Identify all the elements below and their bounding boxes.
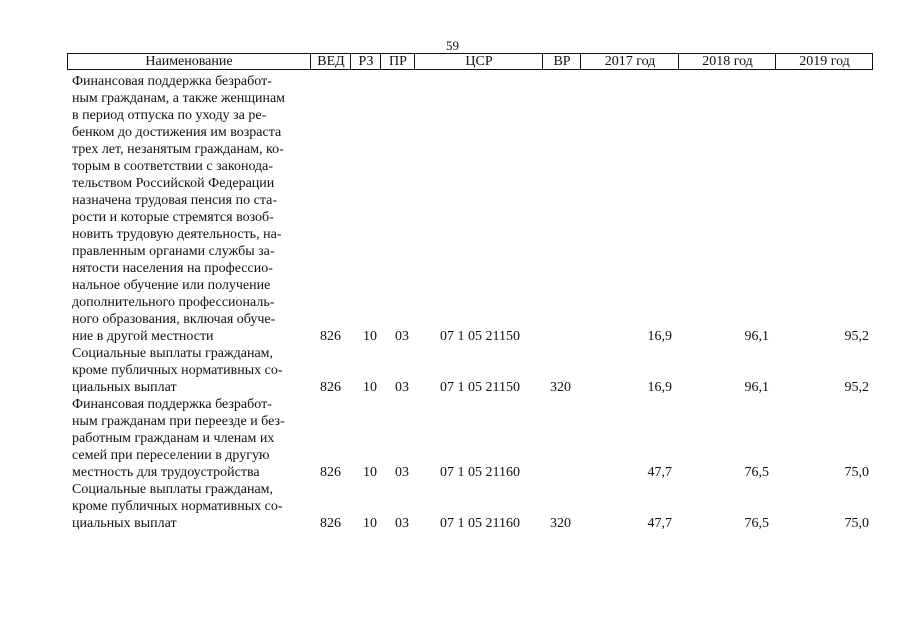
row-pr: 03: [395, 516, 409, 531]
row-csr: 07 1 05 21160: [440, 465, 520, 480]
row-name: Финансовая поддержка безработ- ным гражданам, а также женщинам в период отпуска по уходу за ре- бенком до достижения им возраста трех лет, незанятым гражданам, ко- торым в соответствии с законода- тельством Российской Федерации назначена трудовая пенсия по ста- рости и которые стремятся возоб- новить трудовую деятельность, на- правленным органами службы за- нятости населения на профессио- нальное обучение или получение дополнительного профессиональ- ного образования, включая обуче- ние в другой местности: [72, 74, 286, 344]
header-2017: 2017 год: [580, 54, 679, 69]
table-header: [67, 53, 873, 70]
row-vr: 320: [550, 516, 571, 531]
row-rz: 10: [363, 329, 377, 344]
row-2018: 96,1: [744, 329, 769, 344]
row-pr: 03: [395, 329, 409, 344]
row-pr: 03: [395, 465, 409, 480]
header-name: Наименование: [145, 54, 233, 69]
row-ved: 826: [320, 329, 341, 344]
row-2017: 16,9: [647, 329, 672, 344]
row-vr: 320: [550, 380, 571, 395]
row-2019: 75,0: [844, 516, 869, 531]
row-2017: 47,7: [647, 465, 672, 480]
row-ved: 826: [320, 465, 341, 480]
header-2018: 2018 год: [678, 54, 776, 69]
row-name: Социальные выплаты гражданам, кроме публичных нормативных со- циальных выплат: [72, 482, 283, 531]
row-2017: 47,7: [647, 516, 672, 531]
row-2019: 75,0: [844, 465, 869, 480]
row-csr: 07 1 05 21150: [440, 380, 520, 395]
header-vr: ВР: [542, 54, 581, 69]
row-rz: 10: [363, 516, 377, 531]
row-csr: 07 1 05 21150: [440, 329, 520, 344]
header-rz: РЗ: [350, 54, 381, 69]
row-rz: 10: [363, 380, 377, 395]
row-2019: 95,2: [844, 380, 869, 395]
header-pr: ПР: [380, 54, 415, 69]
row-ved: 826: [320, 380, 341, 395]
row-2018: 76,5: [744, 465, 769, 480]
row-pr: 03: [395, 380, 409, 395]
row-2019: 95,2: [844, 329, 869, 344]
header-2019: 2019 год: [775, 54, 873, 69]
page-number: 59: [446, 38, 459, 53]
row-name: Социальные выплаты гражданам, кроме публичных нормативных со- циальных выплат: [72, 346, 283, 395]
header-csr: ЦСР: [414, 54, 543, 69]
row-2018: 96,1: [744, 380, 769, 395]
row-csr: 07 1 05 21160: [440, 516, 520, 531]
row-2018: 76,5: [744, 516, 769, 531]
row-2017: 16,9: [647, 380, 672, 395]
row-rz: 10: [363, 465, 377, 480]
header-ved: ВЕД: [310, 54, 351, 69]
row-ved: 826: [320, 516, 341, 531]
row-name: Финансовая поддержка безработ- ным гражданам при переезде и без- работным гражданам и членам их семей при переселении в другую местность для трудоустройства: [72, 397, 285, 480]
